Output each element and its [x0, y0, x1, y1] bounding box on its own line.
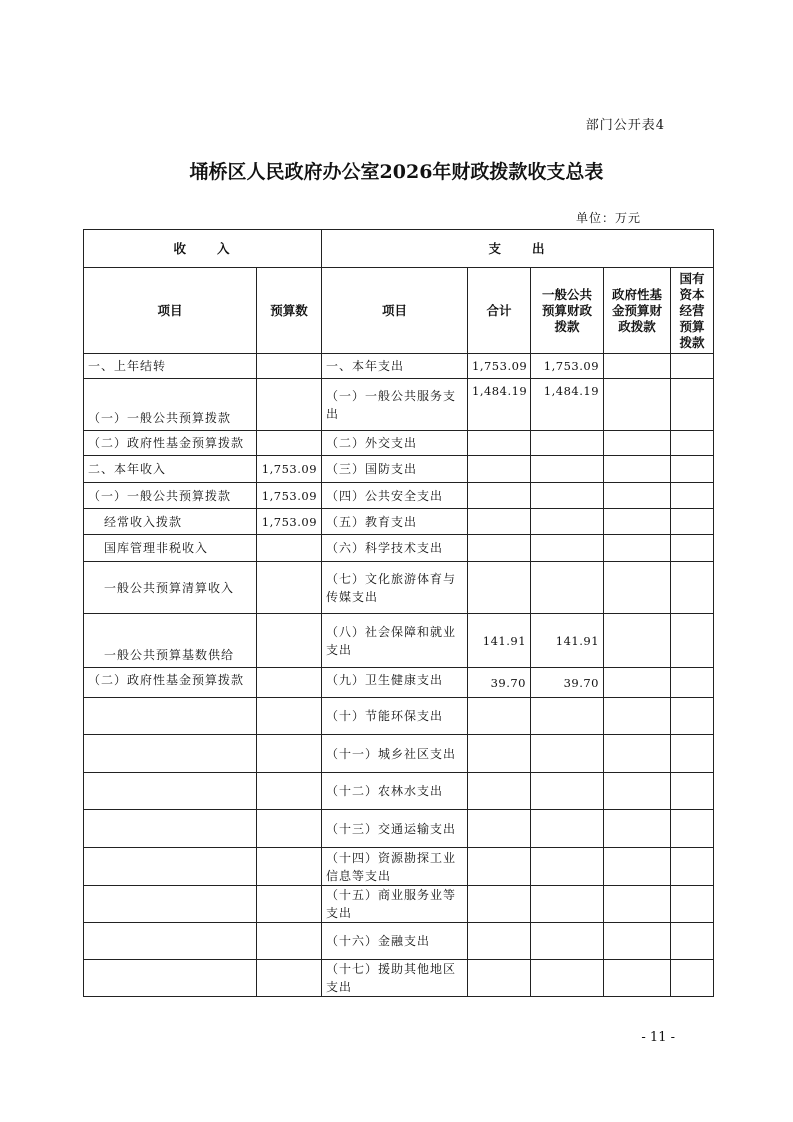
gov-fund-value — [604, 810, 671, 848]
state-capital-value — [671, 886, 714, 923]
expense-item: （十二）农林水支出 — [322, 773, 468, 810]
col-general-budget — [531, 268, 604, 354]
general-value — [531, 773, 604, 810]
state-capital-value — [671, 810, 714, 848]
income-item: 一般公共预算基数供给 — [84, 614, 257, 668]
expense-item: （十）节能环保支出 — [322, 698, 468, 735]
state-capital-value — [671, 698, 714, 735]
gov-fund-value — [604, 668, 671, 698]
income-value — [257, 848, 322, 886]
income-item: （二）政府性基金预算拨款 — [84, 431, 257, 456]
expense-item: （五）教育支出 — [322, 509, 468, 535]
general-value — [531, 431, 604, 456]
gov-fund-value — [604, 614, 671, 668]
col-gov-fund-label: 政府性基金预算财政拨款 — [612, 286, 663, 334]
expense-item: （十七）援助其他地区支出 — [322, 960, 468, 997]
state-capital-value — [671, 379, 714, 431]
unit-label: 单位：万元 — [575, 211, 641, 225]
income-item: （二）政府性基金预算拨款 — [84, 668, 257, 698]
expense-item: （一）一般公共服务支出 — [322, 379, 468, 431]
table-row — [84, 431, 714, 456]
general-value — [531, 562, 604, 614]
gov-fund-value — [604, 773, 671, 810]
col-income-budget: 预算数 — [257, 268, 322, 354]
table-row — [84, 535, 714, 562]
state-capital-value — [671, 773, 714, 810]
total-value — [468, 735, 531, 773]
col-state-capital — [671, 268, 714, 354]
total-value — [468, 509, 531, 535]
expense-item: （七）文化旅游体育与传媒支出 — [322, 562, 468, 614]
state-capital-value — [671, 562, 714, 614]
income-item — [84, 773, 257, 810]
table-row — [84, 509, 714, 535]
table-row — [84, 379, 714, 431]
table-row — [84, 698, 714, 735]
total-value — [468, 431, 531, 456]
state-capital-value — [671, 483, 714, 509]
income-item — [84, 735, 257, 773]
gov-fund-value — [604, 483, 671, 509]
income-value — [257, 698, 322, 735]
general-value — [531, 456, 604, 483]
income-item — [84, 886, 257, 923]
form-label: 部门公开表4 — [585, 118, 665, 133]
total-value — [468, 960, 531, 997]
state-capital-value — [671, 431, 714, 456]
column-header-row — [84, 268, 714, 354]
section-header-row — [84, 230, 714, 268]
general-value — [531, 923, 604, 960]
general-value — [531, 810, 604, 848]
gov-fund-value — [604, 562, 671, 614]
total-value — [468, 562, 531, 614]
table-row — [84, 848, 714, 886]
table-row — [84, 923, 714, 960]
income-value — [257, 960, 322, 997]
total-value — [468, 773, 531, 810]
gov-fund-value — [604, 456, 671, 483]
gov-fund-value — [604, 354, 671, 379]
page-number: - 11 - — [641, 1030, 675, 1045]
expense-item: （二）外交支出 — [322, 431, 468, 456]
table-row — [84, 960, 714, 997]
expense-item: （八）社会保障和就业支出 — [322, 614, 468, 668]
income-item: 一、上年结转 — [84, 354, 257, 379]
total-value — [468, 848, 531, 886]
gov-fund-value — [604, 509, 671, 535]
expense-item: （十一）城乡社区支出 — [322, 735, 468, 773]
state-capital-value — [671, 456, 714, 483]
income-value — [257, 923, 322, 960]
income-item — [84, 960, 257, 997]
gov-fund-value — [604, 960, 671, 997]
col-gov-fund — [604, 268, 671, 354]
general-value — [531, 483, 604, 509]
table-row — [84, 735, 714, 773]
state-capital-value — [671, 354, 714, 379]
income-item — [84, 698, 257, 735]
income-value — [257, 668, 322, 698]
general-value — [531, 960, 604, 997]
total-value — [468, 698, 531, 735]
expense-item: （六）科学技术支出 — [322, 535, 468, 562]
total-value: 1,484.19 — [468, 379, 531, 431]
income-item: 经常收入拨款 — [84, 509, 257, 535]
table-row — [84, 354, 714, 379]
income-value — [257, 773, 322, 810]
income-value — [257, 535, 322, 562]
expense-item: （四）公共安全支出 — [322, 483, 468, 509]
gov-fund-value — [604, 848, 671, 886]
income-value — [257, 886, 322, 923]
state-capital-value — [671, 848, 714, 886]
gov-fund-value — [604, 698, 671, 735]
income-value — [257, 614, 322, 668]
income-value: 1,753.09 — [257, 483, 322, 509]
gov-fund-value — [604, 431, 671, 456]
general-value — [531, 535, 604, 562]
general-value: 1,753.09 — [531, 354, 604, 379]
table-row — [84, 886, 714, 923]
income-value — [257, 735, 322, 773]
state-capital-value — [671, 923, 714, 960]
income-item — [84, 923, 257, 960]
total-value — [468, 810, 531, 848]
income-value: 1,753.09 — [257, 456, 322, 483]
total-value — [468, 535, 531, 562]
total-value: 141.91 — [468, 614, 531, 668]
col-state-capital-label: 国有资本经营预算拨款 — [679, 270, 705, 350]
table-row — [84, 483, 714, 509]
state-capital-value — [671, 960, 714, 997]
income-item: （一）一般公共预算拨款 — [84, 483, 257, 509]
income-item: 二、本年收入 — [84, 456, 257, 483]
total-value: 39.70 — [468, 668, 531, 698]
total-value — [468, 456, 531, 483]
total-value — [468, 923, 531, 960]
table-row — [84, 810, 714, 848]
gov-fund-value — [604, 535, 671, 562]
expense-item: （十五）商业服务业等支出 — [322, 886, 468, 923]
table-row — [84, 562, 714, 614]
col-expense-item: 项目 — [322, 268, 468, 354]
general-value — [531, 848, 604, 886]
income-section-header: 收 入 — [84, 230, 322, 268]
table-row — [84, 456, 714, 483]
income-value — [257, 431, 322, 456]
expense-item: （九）卫生健康支出 — [322, 668, 468, 698]
gov-fund-value — [604, 379, 671, 431]
page-title: 埇桥区人民政府办公室2026年财政拨款收支总表 — [189, 161, 604, 183]
state-capital-value — [671, 668, 714, 698]
income-value — [257, 354, 322, 379]
general-value — [531, 886, 604, 923]
gov-fund-value — [604, 886, 671, 923]
income-value — [257, 810, 322, 848]
general-value: 39.70 — [531, 668, 604, 698]
state-capital-value — [671, 614, 714, 668]
expense-item: （十六）金融支出 — [322, 923, 468, 960]
col-general-budget-label: 一般公共预算财政拨款 — [542, 286, 593, 334]
state-capital-value — [671, 735, 714, 773]
expense-section-header: 支 出 — [322, 230, 714, 268]
general-value — [531, 698, 604, 735]
total-value — [468, 483, 531, 509]
income-item: 一般公共预算清算收入 — [84, 562, 257, 614]
state-capital-value — [671, 535, 714, 562]
col-total: 合计 — [468, 268, 531, 354]
general-value — [531, 509, 604, 535]
income-value: 1,753.09 — [257, 509, 322, 535]
table-row — [84, 668, 714, 698]
total-value — [468, 886, 531, 923]
expense-item: 一、本年支出 — [322, 354, 468, 379]
col-income-item: 项目 — [84, 268, 257, 354]
income-item: （一）一般公共预算拨款 — [84, 379, 257, 431]
gov-fund-value — [604, 923, 671, 960]
general-value: 1,484.19 — [531, 379, 604, 431]
table-row — [84, 614, 714, 668]
general-value: 141.91 — [531, 614, 604, 668]
total-value: 1,753.09 — [468, 354, 531, 379]
income-item — [84, 848, 257, 886]
general-value — [531, 735, 604, 773]
income-item — [84, 810, 257, 848]
state-capital-value — [671, 509, 714, 535]
income-item: 国库管理非税收入 — [84, 535, 257, 562]
income-value — [257, 379, 322, 431]
budget-table — [83, 229, 714, 997]
gov-fund-value — [604, 735, 671, 773]
table-row — [84, 773, 714, 810]
expense-item: （三）国防支出 — [322, 456, 468, 483]
income-value — [257, 562, 322, 614]
expense-item: （十四）资源勘探工业信息等支出 — [322, 848, 468, 886]
expense-item: （十三）交通运输支出 — [322, 810, 468, 848]
